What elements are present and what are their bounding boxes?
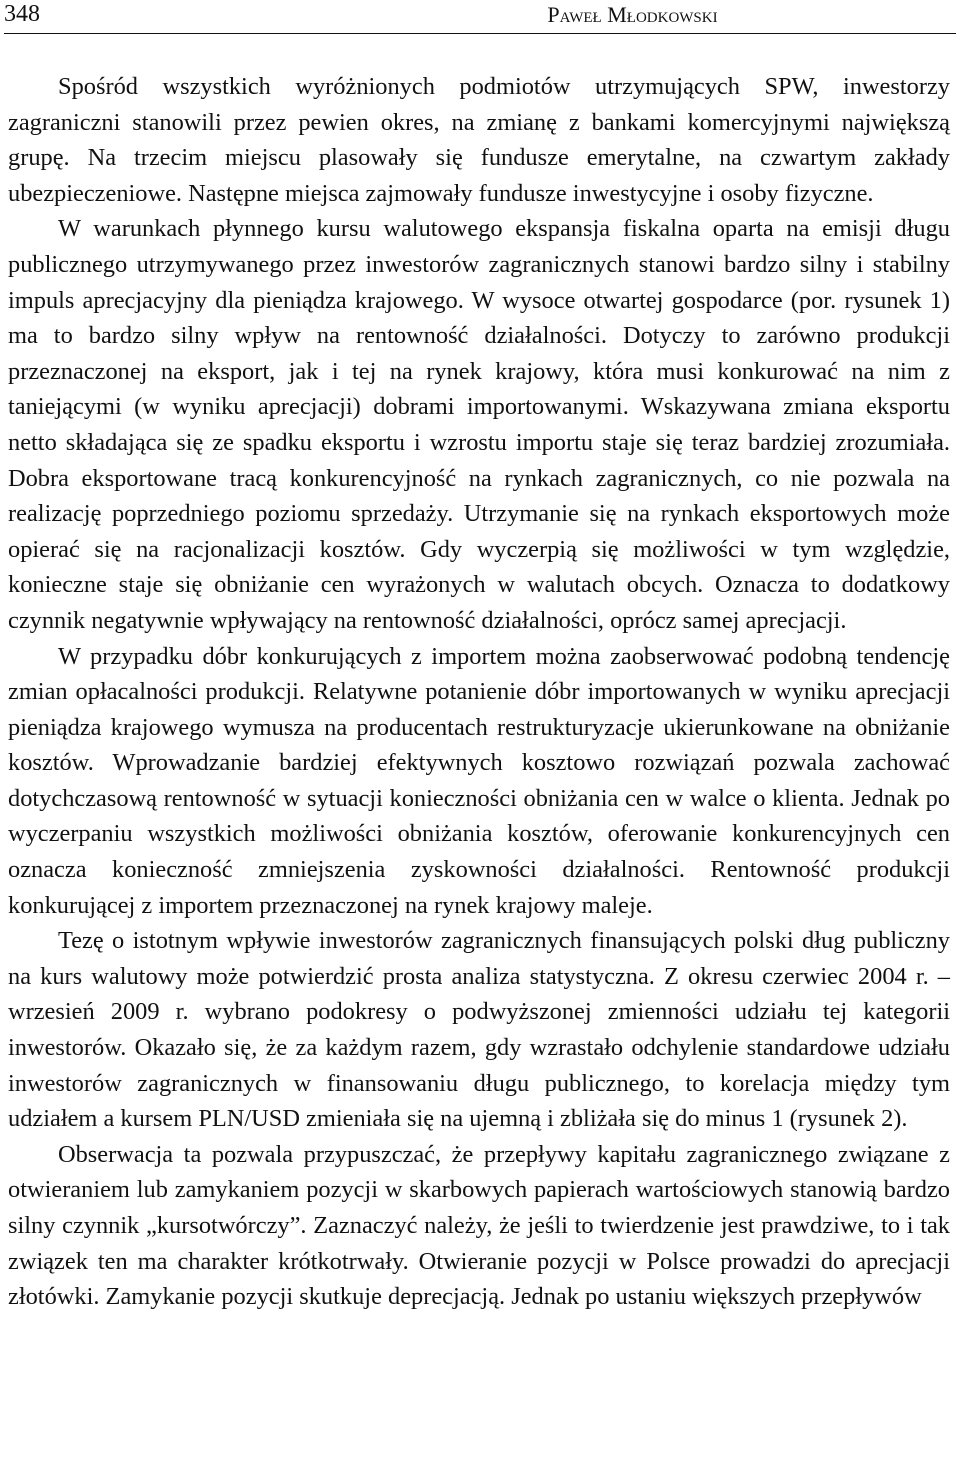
paragraph: W przypadku dóbr konkurujących z importem można zaobserwować podobną tendencję zmian opłacalności produkcji. Relatywne potanienie dóbr importowanych w wyniku aprecjacji pieniądza krajowego wymusza na producentach restrukturyzacje ukierunkowane na obniżanie kosztów. Wprowadzanie bardziej efektywnych kosztowo rozwiązań pozwala zachować dotychczasową rentowność w sytuacji konieczności obniżania cen w walce o klienta. Jednak po wyczerpaniu wszystkich możliwości obniżania kosztów, oferowanie konkurencyjnych cen oznacza konieczność zmniejszenia zyskowności działalności. Rentowność produkcji konkurującej z importem przeznaczonej na rynek krajowy maleje. (8, 642, 950, 919)
paragraph: Tezę o istotnym wpływie inwestorów zagranicznych finansujących polski dług publiczny na kurs walutowy może potwierdzić prosta analiza statystyczna. Z okresu czerwiec 2004 r. – wrzesień 2009 r. wybrano podokresy o podwyższonej zmienności udziału tej kategorii inwestorów. Okazało się, że za każdym razem, gdy wzrastało odchylenie standardowe udziału inwestorów zagranicznych w finansowaniu długu publicznego, to korelacja między tym udziałem a kursem PLN/USD zmieniała się na ujemną i zbliżała się do minus 1 (rysunek 2). (8, 927, 950, 1133)
running-head-author: Paweł Młodkowski (547, 2, 718, 27)
page-number: 348 (4, 1, 40, 27)
paragraph: Obserwacja ta pozwala przypuszczać, że przepływy kapitału zagranicznego związane z otwieraniem lub zamykaniem pozycji w skarbowych papierach wartościowych stanowią bardzo silny czynnik „kursotwórczy”. Zaznaczyć należy, że jeśli to twierdzenie jest prawdziwe, to i tak związek ten ma charakter krótkotrwały. Otwieranie pozycji w Polsce prowadzi do aprecjacji złotówki. Zamykanie pozycji skutkuje deprecjacją. Jednak po ustaniu większych przepływów (8, 1140, 950, 1311)
paragraph: Spośród wszystkich wyróżnionych podmiotów utrzymujących SPW, inwestorzy zagraniczni stanowili przez pewien okres, na zmianę z bankami komercyjnymi największą grupę. Na trzecim miejscu plasowały się fundusze emerytalne, na czwartym zakłady ubezpieczeniowe. Następne miejsca zajmowały fundusze inwestycyjne i osoby fizyczne. (8, 73, 950, 207)
body-text (8, 69, 950, 1315)
paragraph: W warunkach płynnego kursu walutowego ekspansja fiskalna oparta na emisji długu publicznego utrzymywanego przez inwestorów zagranicznych stanowi bardzo silny i stabilny impuls aprecjacyjny dla pieniądza krajowego. W wysoce otwartej gospodarce (por. rysunek 1) ma to bardzo silny wpływ na rentowność działalności. Dotyczy to zarówno produkcji przeznaczonej na eksport, jak i tej na rynek krajowy, która musi konkurować na nim z taniejącymi (w wyniku aprecjacji) dobrami importowanymi. Wskazywana zmiana eksportu netto składająca się ze spadku eksportu i wzrostu importu staje się teraz bardziej zrozumiała. Dobra eksportowane tracą konkurencyjność na rynkach zagranicznych, co nie pozwala na realizację poprzedniego poziomu sprzedaży. Utrzymanie się na rynkach eksportowych może opierać się na racjonalizacji kosztów. Gdy wyczerpią się możliwości w tym względzie, konieczne staje się obniżanie cen wyrażonych w walutach obcych. Oznacza to dodatkowy czynnik negatywnie wpływający na rentowność działalności, oprócz samej aprecjacji. (8, 215, 950, 634)
page-header (4, 0, 956, 34)
